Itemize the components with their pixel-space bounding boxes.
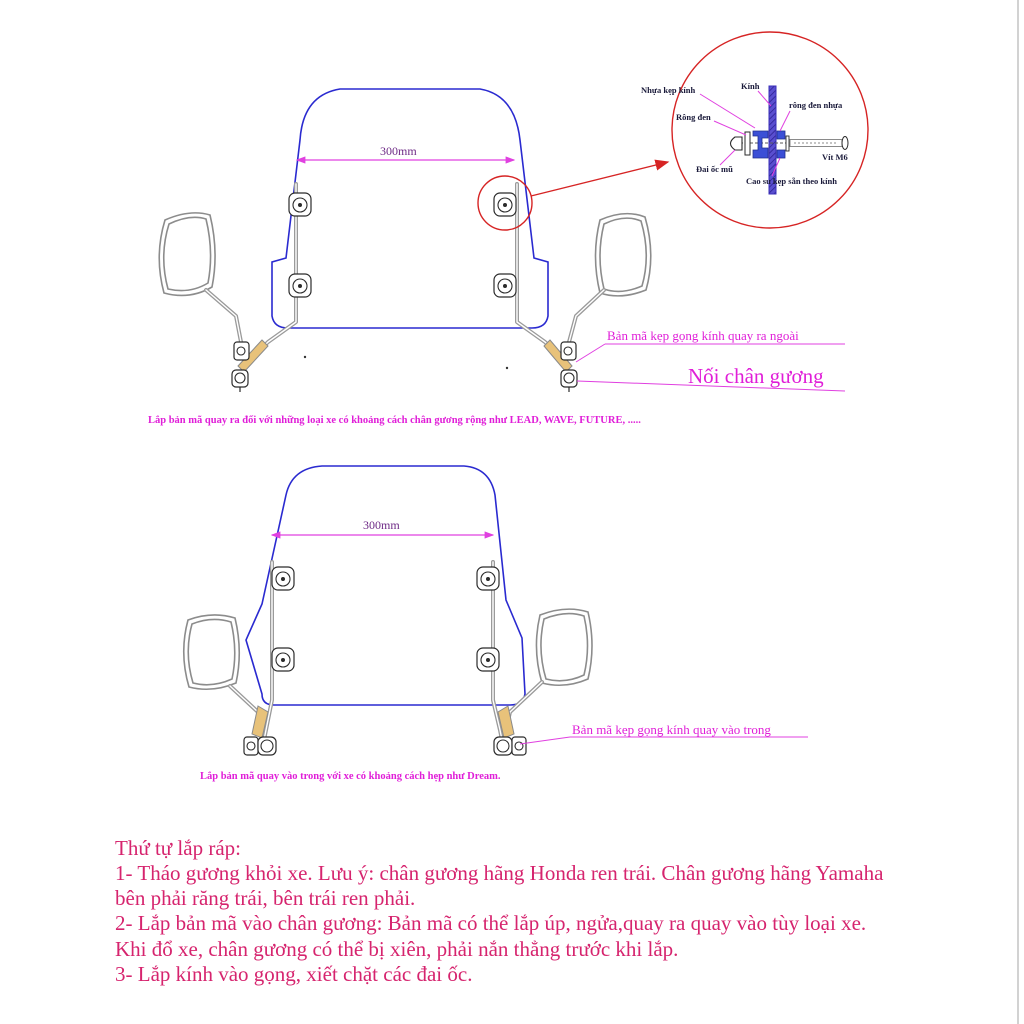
instruction-line: 2- Lắp bản mã vào chân gương: Bản mã có thể lắp úp, ngửa,quay ra quay vào tùy loại xe. [115, 911, 867, 935]
instruction-line: Khi đổ xe, chân gương có thể bị xiên, phải nắn thẳng trước khi lắp. [115, 937, 679, 961]
top-left-mirror-mount [232, 340, 268, 392]
label-bracket-in: Bản mã kẹp gọng kính quay vào trong [572, 722, 771, 737]
leader-plastic-washer [780, 111, 790, 131]
top-right-mirror [596, 214, 651, 296]
washer [745, 132, 750, 155]
top-left-lower-clamp [289, 274, 311, 297]
bottom-right-mirror [536, 609, 592, 685]
bottom-right-upper-clamp [477, 567, 499, 590]
plastic-washer [786, 136, 789, 151]
cap-nut [731, 137, 743, 150]
leader-cap-nut [720, 150, 735, 165]
bottom-left-upper-clamp [272, 567, 294, 590]
top-left-upper-clamp [289, 193, 311, 216]
label-plastic-clamp: Nhựa kẹp kính [641, 85, 696, 95]
label-cap-nut: Đai ốc mũ [696, 164, 733, 174]
top-right-lower-clamp [494, 274, 516, 297]
leader-bracket-out [576, 344, 605, 362]
bottom-left-lower-clamp [272, 648, 294, 671]
top-left-mirror-stem-inner [206, 290, 241, 342]
rubber-pad-lower [777, 150, 785, 158]
label-mirror-joint: Nối chân gương [688, 364, 824, 388]
label-m6-screw: Vít M6 [822, 152, 848, 162]
top-right-bracket [517, 184, 559, 356]
instruction-line: bên phải răng trái, bên trái ren phải. [115, 886, 416, 910]
leader-bracket-in [520, 737, 570, 744]
leader-washer [714, 121, 746, 135]
label-rubber: Cao su kẹp sẵn theo kính [746, 176, 837, 186]
assembly-instructions [115, 836, 884, 986]
instruction-line: 3- Lắp kính vào gọng, xiết chặt các đai ốc. [115, 962, 473, 986]
top-right-bracket-inner [517, 184, 559, 356]
top-diagram [148, 32, 868, 426]
bottom-left-mirror [184, 615, 240, 689]
rubber-pad-upper [777, 131, 785, 139]
instructions-title: Thứ tự lắp ráp: [115, 836, 241, 860]
m6-screw-head [842, 137, 848, 150]
label-glass: Kính [741, 81, 760, 91]
detail-callout-arrow [531, 162, 668, 196]
bottom-right-lower-clamp [477, 648, 499, 671]
plastic-clamp [753, 131, 768, 158]
top-dimension-label: 300mm [380, 144, 417, 158]
bottom-dimension-label: 300mm [363, 518, 400, 532]
marker-dot [506, 367, 508, 369]
bottom-caption: Lắp bản mã quay vào trong với xe có khoảng cách hẹp như Dream. [200, 771, 501, 782]
top-right-upper-clamp [494, 193, 516, 216]
label-plastic-washer: rông đen nhựa [789, 100, 843, 110]
instruction-line: 1- Tháo gương khỏi xe. Lưu ý: chân gương hãng Honda ren trái. Chân gương hãng Yamaha [115, 861, 884, 885]
marker-dot [304, 356, 306, 358]
label-washer: Rông đen [676, 112, 711, 122]
leader-plastic-clamp [700, 94, 755, 128]
top-left-mirror [159, 213, 215, 296]
label-bracket-out: Bản mã kẹp gọng kính quay ra ngoài [607, 328, 799, 343]
top-right-mirror-stem [569, 290, 604, 342]
top-right-mirror-mount [544, 340, 577, 392]
top-caption: Lắp bản mã quay ra đối với những loại xe có khoảng cách chân gương rộng như LEAD, WAVE, FUTURE, ..... [148, 415, 641, 426]
bottom-diagram [184, 466, 808, 782]
